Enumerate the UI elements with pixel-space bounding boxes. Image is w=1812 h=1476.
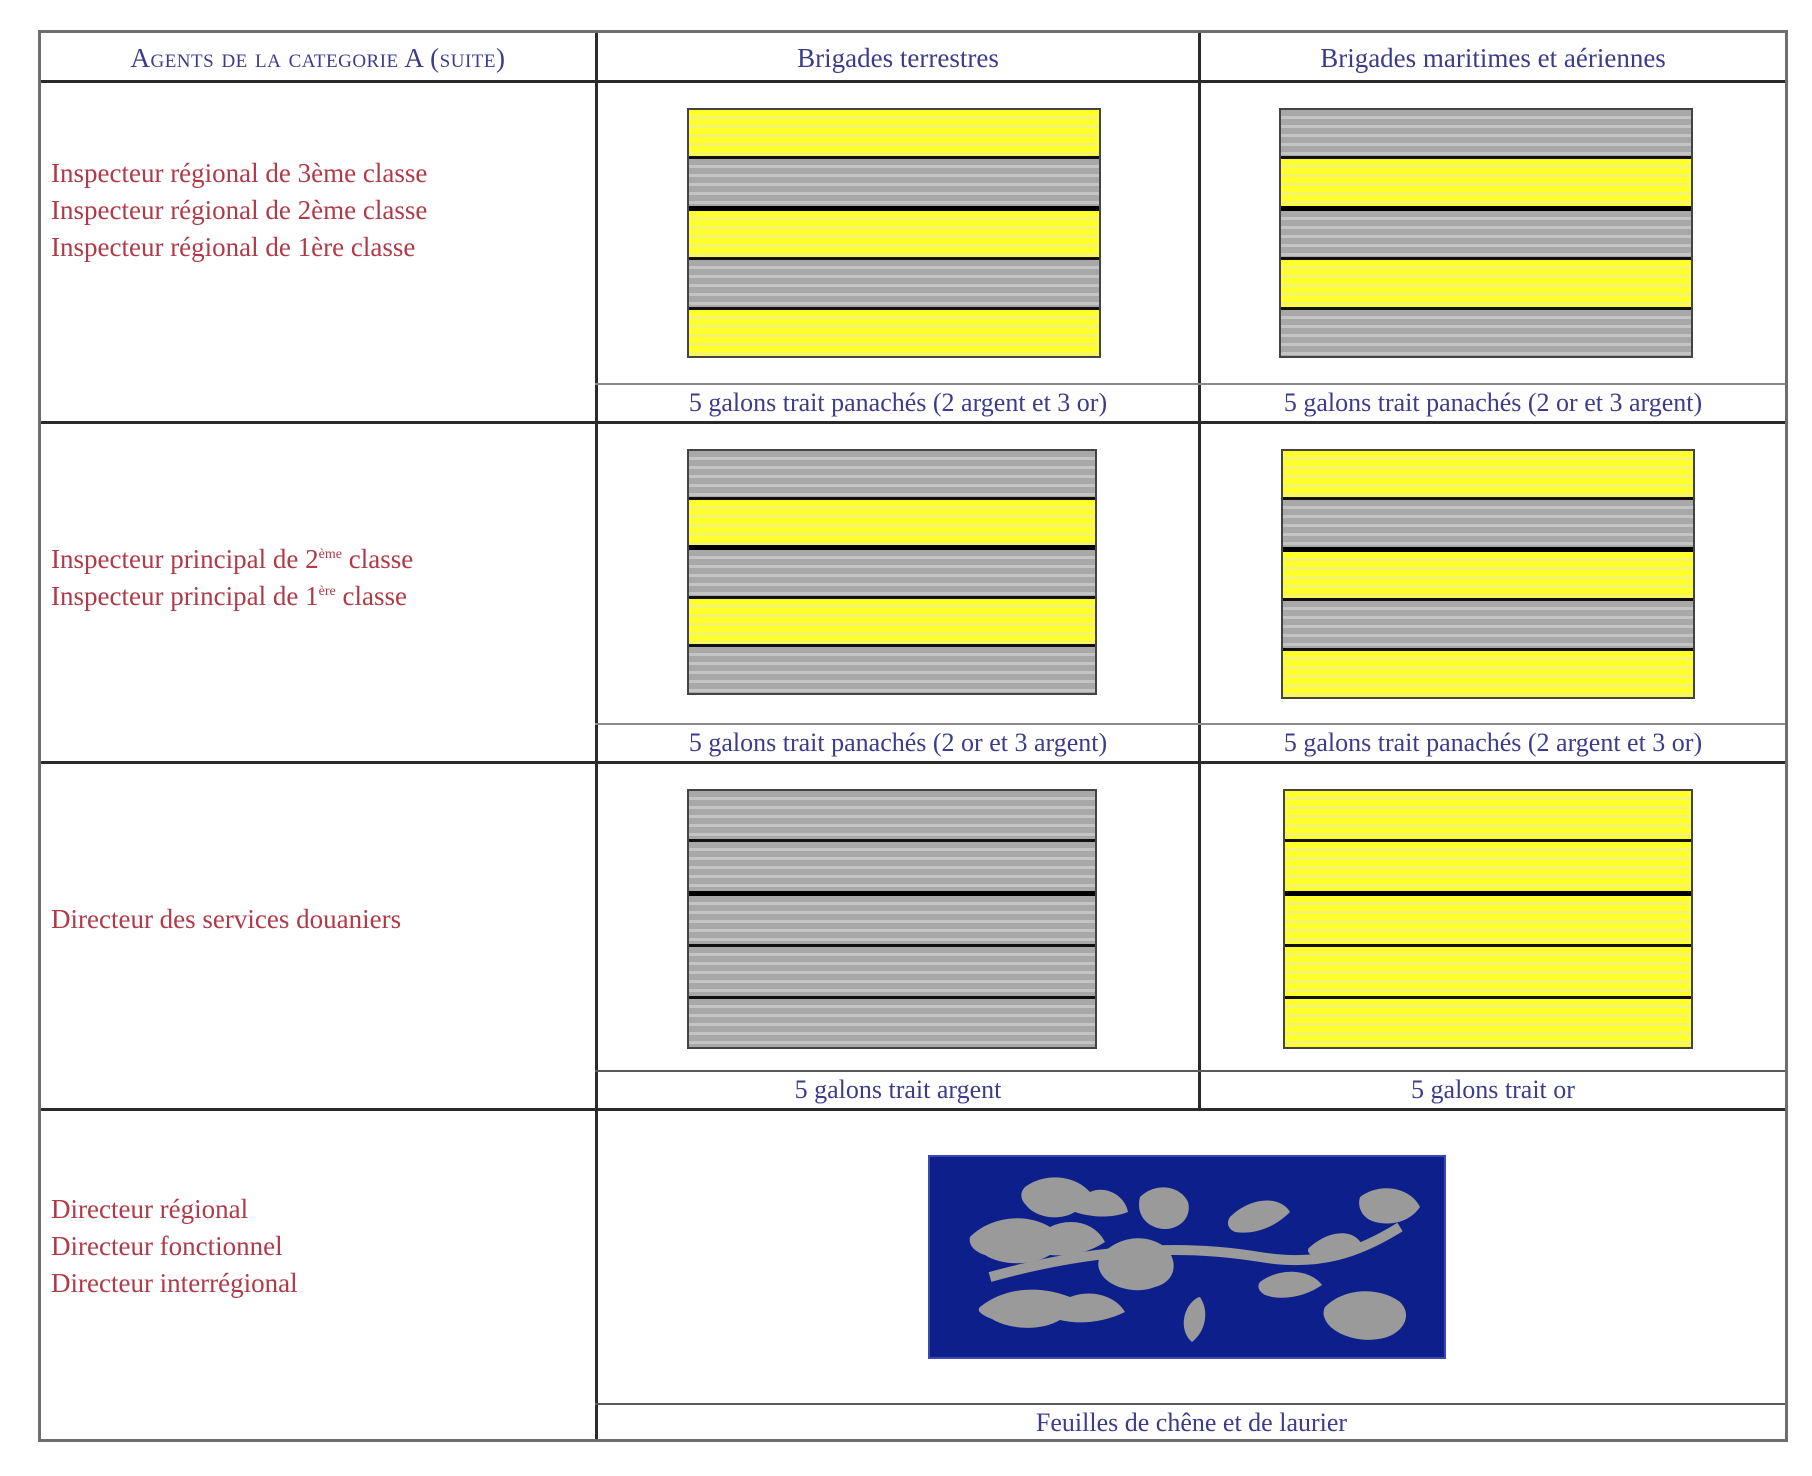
galon-argent (689, 996, 1095, 1047)
row3-labels (51, 901, 401, 938)
oak-laurel-leaves-emblem (928, 1155, 1446, 1359)
galon-or (1285, 944, 1691, 995)
galon-argent (689, 839, 1095, 890)
galon-or (1281, 156, 1691, 205)
galon-argent (689, 451, 1095, 497)
galon-argent (1283, 497, 1693, 546)
galon-or (689, 497, 1095, 546)
galon-maritime-row1 (1279, 108, 1693, 358)
galon-argent (1281, 307, 1691, 356)
caption-terrestre-row3: 5 galons trait argent (794, 1075, 1002, 1104)
galon-argent (689, 257, 1099, 306)
row2-labels (51, 541, 413, 615)
header-brigades-maritimes: Brigades maritimes et aériennes (1320, 42, 1666, 73)
row4-labels (51, 1191, 298, 1302)
galon-argent (689, 944, 1095, 995)
row-divider (41, 421, 1785, 424)
column-divider (1198, 33, 1201, 1108)
galon-or (1283, 547, 1693, 598)
caption-row4: Feuilles de chêne et de laurier (1035, 1408, 1348, 1437)
galon-or (1283, 648, 1693, 697)
galon-terrestre-row2 (687, 449, 1097, 695)
galon-argent (1283, 598, 1693, 647)
caption-maritime-row3: 5 galons trait or (1411, 1075, 1575, 1104)
galon-or (1285, 891, 1691, 944)
rank-label: Inspecteur principal de 2ème classe (51, 544, 414, 574)
caption-terrestre-row1: 5 galons trait panachés (2 argent et 3 or) (688, 388, 1108, 417)
galon-argent (689, 156, 1099, 205)
galon-or (1285, 839, 1691, 890)
header-agents-category: Agents de la categorie A (suite) (130, 42, 506, 73)
rank-label: Inspecteur régional de 2ème classe (51, 195, 428, 225)
galon-argent (689, 545, 1095, 596)
row-divider (41, 1108, 1785, 1111)
galon-or (1283, 451, 1693, 497)
galon-maritime-row2 (1281, 449, 1695, 699)
caption-maritime-row2: 5 galons trait panachés (2 argent et 3 or) (1283, 728, 1703, 757)
galon-or (1285, 996, 1691, 1047)
galon-argent (1281, 206, 1691, 257)
galon-or (1281, 257, 1691, 306)
rank-label: Directeur des services douaniers (51, 904, 402, 934)
caption-maritime-row1: 5 galons trait panachés (2 or et 3 argent) (1283, 388, 1703, 417)
row-divider (41, 761, 1785, 764)
rank-label: Directeur fonctionnel (51, 1231, 283, 1261)
leaf-icon (930, 1157, 1444, 1357)
galon-argent (689, 644, 1095, 693)
caption-terrestre-row2: 5 galons trait panachés (2 or et 3 argent) (688, 728, 1108, 757)
rank-label: Directeur interrégional (51, 1268, 298, 1298)
rank-label: Inspecteur régional de 3ème classe (51, 158, 428, 188)
rank-label: Inspecteur principal de 1ère classe (51, 581, 407, 611)
galon-or (689, 206, 1099, 257)
galon-argent (689, 791, 1095, 839)
galon-terrestre-row1 (687, 108, 1101, 358)
galon-or (689, 307, 1099, 356)
galon-or (689, 596, 1095, 645)
galon-maritime-row3 (1283, 789, 1693, 1049)
header-brigades-terrestres: Brigades terrestres (797, 42, 999, 73)
galon-terrestre-row3 (687, 789, 1097, 1049)
galon-argent (1281, 110, 1691, 156)
rank-label: Inspecteur régional de 1ère classe (51, 232, 416, 262)
galon-argent (689, 891, 1095, 944)
galon-or (1285, 791, 1691, 839)
row1-labels (51, 155, 427, 266)
galon-or (689, 110, 1099, 156)
insignia-table (38, 30, 1788, 1442)
rank-label: Directeur régional (51, 1194, 249, 1224)
